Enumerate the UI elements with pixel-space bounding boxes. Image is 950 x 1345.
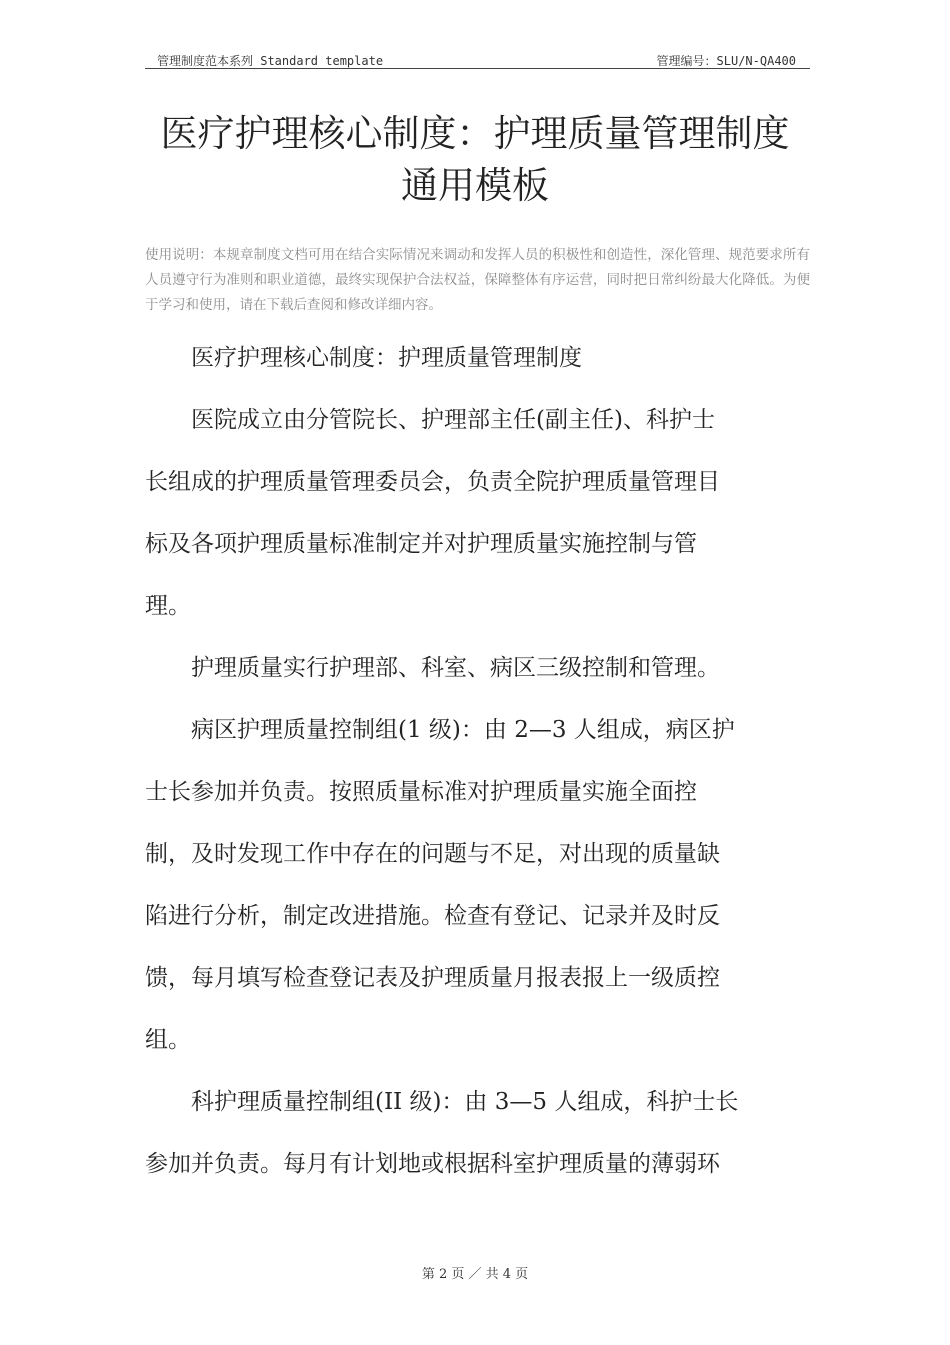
document-title bbox=[120, 108, 830, 212]
paragraph-3-line-4: 陷进行分析，制定改进措施。检查有登记、记录并及时反 bbox=[145, 903, 720, 929]
paragraph-2: 护理质量实行护理部、科室、病区三级控制和管理。 bbox=[191, 655, 720, 681]
paragraph-3-line-5: 馈，每月填写检查登记表及护理质量月报表报上一级质控 bbox=[145, 965, 720, 991]
paragraph-1-line-1: 医院成立由分管院长、护理部主任(副主任)、科护士 bbox=[191, 407, 715, 433]
paragraph-3-line-6: 组。 bbox=[145, 1027, 191, 1053]
paragraph-1-line-4: 理。 bbox=[145, 593, 191, 619]
paragraph-3-line-3: 制，及时发现工作中存在的问题与不足，对出现的质量缺 bbox=[145, 841, 720, 867]
page-header bbox=[145, 50, 810, 69]
paragraph-3-line-1: 病区护理质量控制组(1 级)：由 2—3 人组成，病区护 bbox=[191, 717, 735, 743]
paragraph-4-line-1: 科护理质量控制组(II 级)：由 3—5 人组成，科护士长 bbox=[191, 1089, 739, 1115]
paragraph-3-line-2: 士长参加并负责。按照质量标准对护理质量实施全面控 bbox=[145, 779, 697, 805]
paragraph-1-line-2: 长组成的护理质量管理委员会，负责全院护理质量管理目 bbox=[145, 469, 720, 495]
usage-note: 使用说明：本规章制度文档可用在结合实际情况来调动和发挥人员的积极性和创造性，深化管理、规范要求所有人员遵守行为准则和职业道德，最终实现保护合法权益，保障整体有序运营，同时把日常纠纷最大化降低。为便于学习和使用，请在下载后查阅和修改详细内容。 bbox=[145, 247, 810, 313]
header-series-label: 管理制度范本系列 Standard template bbox=[157, 54, 384, 68]
document-title-line-2: 通用模板 bbox=[401, 164, 549, 207]
body-heading: 医疗护理核心制度：护理质量管理制度 bbox=[191, 345, 582, 371]
header-document-number: 管理编号：SLU/N-QA400 bbox=[656, 54, 796, 68]
document-title-line-1: 医疗护理核心制度：护理质量管理制度 bbox=[160, 112, 790, 155]
paragraph-1-line-3: 标及各项护理质量标准制定并对护理质量实施控制与管 bbox=[145, 531, 697, 557]
paragraph-4-line-2: 参加并负责。每月有计划地或根据科室护理质量的薄弱环 bbox=[145, 1151, 720, 1177]
document-body bbox=[145, 327, 820, 1195]
page-number: 第 2 页 ／ 共 4 页 bbox=[421, 1267, 529, 1282]
page-footer bbox=[0, 1263, 950, 1282]
